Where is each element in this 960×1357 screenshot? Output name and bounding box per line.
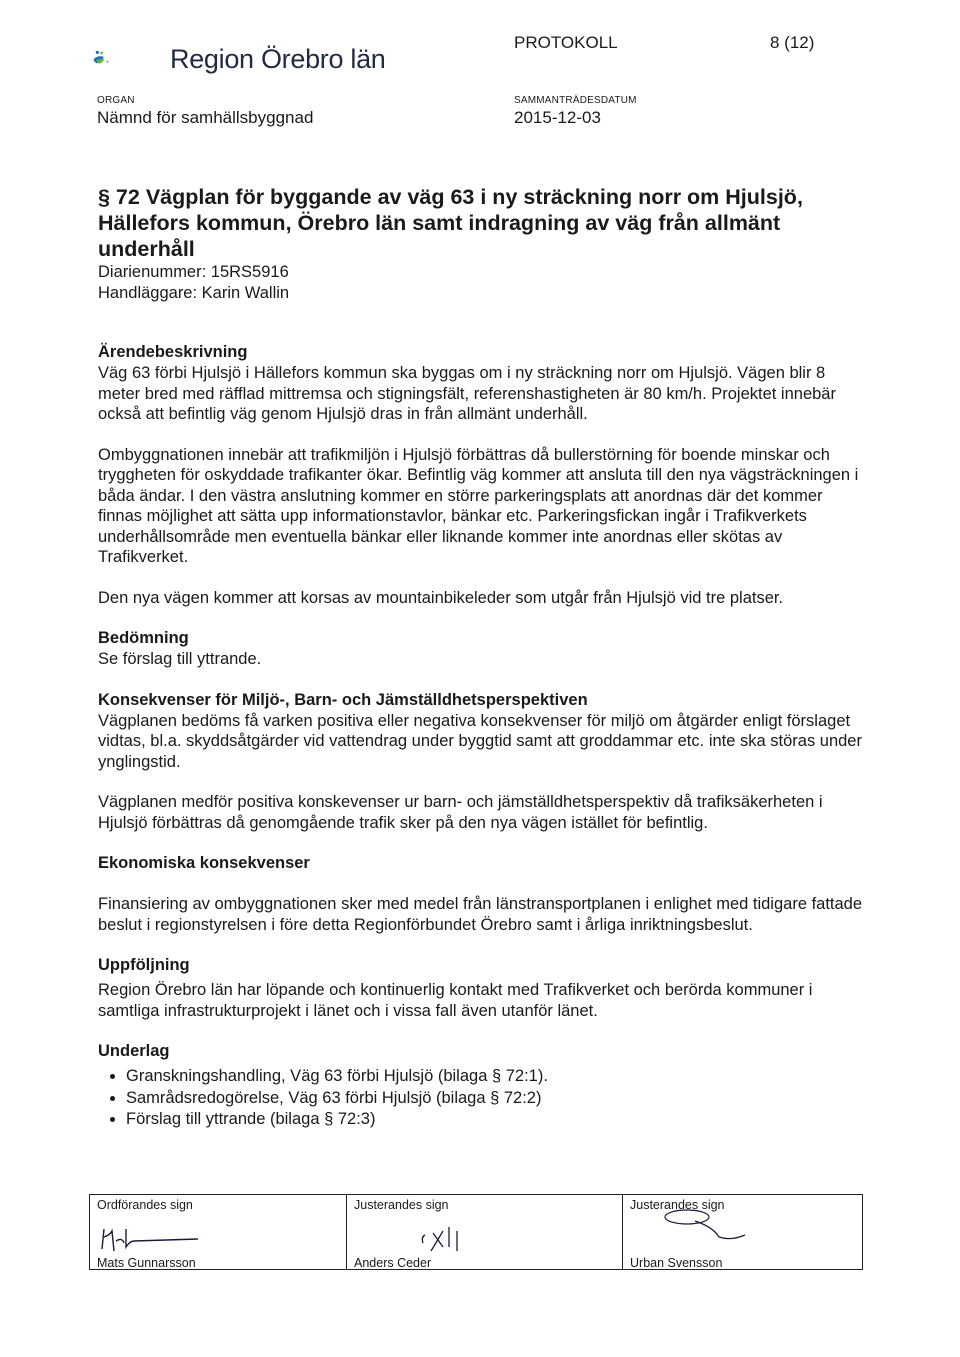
paragraph: Se förslag till yttrande.	[98, 650, 262, 668]
list-item: • Granskningshandling, Väg 63 förbi Hjulsjö (bilaga § 72:1).	[126, 1066, 868, 1088]
section-heading: Ärendebeskrivning	[98, 343, 248, 361]
paragraph: Ombyggnationen innebär att trafikmiljön i Hjulsjö förbättras då bullerstörning för boende minskar och tryggheten för oskyddade trafikanter ökar. Befintlig väg kommer att ansluta till den nya vägsträckningen i båda ändar. I den västra anslutning kommer en större parkeringsplats att anordnas där det kommer finnas möjlighet att sätta upp informationstavlor, bänkar etc. Parkeringsfickan ingår i Trafikverkets underhållsområde men eventuella bänkar eller liknande kommer inte anordnas eller skötas av Trafikverket.	[98, 445, 859, 566]
handwritten-signature	[347, 1207, 547, 1257]
org-name: Region Örebro län	[170, 44, 386, 74]
section-heading: Bedömning	[98, 629, 189, 647]
signature-label: Justerandes sign	[630, 1198, 725, 1212]
signature-table	[89, 1194, 863, 1270]
signature-cell-adjuster-2	[623, 1195, 862, 1269]
diarienummer: Diarienummer: 15RS5916	[98, 263, 289, 281]
handlaggare: Handläggare: Karin Wallin	[98, 284, 290, 302]
signature-name: Urban Svensson	[630, 1256, 723, 1270]
section-underlag	[98, 1041, 868, 1131]
signature-cell-adjuster-1	[347, 1195, 623, 1269]
section-uppfoljning	[98, 955, 868, 1021]
signature-name: Anders Ceder	[354, 1256, 432, 1270]
main-content	[98, 184, 868, 1131]
doc-type: PROTOKOLL	[514, 33, 618, 52]
section-heading: Ekonomiska konsekvenser	[98, 854, 310, 872]
signature-name: Mats Gunnarsson	[97, 1256, 196, 1270]
underlag-list	[98, 1066, 868, 1131]
paragraph: Den nya vägen kommer att korsas av mountainbikeleder som utgår från Hjulsjö vid tre platser.	[98, 588, 784, 607]
section-arende	[98, 342, 868, 608]
section-konsekvenser	[98, 690, 868, 834]
section-bedomning	[98, 628, 868, 670]
paragraph: Region Örebro län har löpande och kontinuerlig kontakt med Trafikverket och berörda kommuner i samtliga infrastrukturprojekt i länet och i vissa fall även utanför länet.	[98, 981, 813, 1020]
paragraph: Väg 63 förbi Hjulsjö i Hällefors kommun ska byggas om i ny sträckning norr om Hjulsjö. Vägen blir 8 meter bred med räfflad mittremsa och stigningsfält, referenshastigheten är 80 km/h. Projektet innebär också att befintlig väg genom Hjulsjö dras in från allmänt underhåll.	[98, 364, 836, 423]
signature-label: Ordförandes sign	[97, 1198, 193, 1212]
section-heading: Uppföljning	[98, 956, 190, 974]
paragraph: Finansiering av ombyggnationen sker med medel från länstransportplanen i enlighet med tidigare fattade beslut i regionstyrelsen i före detta Regionförbundet Örebro samt i årliga inriktningsbeslut.	[98, 895, 863, 934]
section-heading: Underlag	[98, 1042, 170, 1060]
page-number: 8 (12)	[770, 33, 815, 52]
signature-cell-chair	[90, 1195, 347, 1269]
signature-label: Justerandes sign	[354, 1198, 449, 1212]
section-ekonomiska	[98, 853, 868, 935]
paragraph: Vägplanen bedöms få varken positiva eller negativa konsekvenser för miljö om åtgärder enligt förslaget vidtas, bl.a. skyddsåtgärder vid vattendrag under byggtid samt att groddammar etc. inte ska störas under ynglingstid.	[98, 711, 862, 771]
section-heading: Konsekvenser för Miljö-, Barn- och Jämställdhetsperspektiven	[98, 690, 588, 709]
handwritten-signature	[623, 1207, 823, 1257]
organ-value: Nämnd för samhällsbyggnad	[97, 108, 314, 127]
region-orebro-logo-icon	[92, 28, 172, 88]
organ-label: ORGAN	[97, 95, 135, 106]
list-item: • Förslag till yttrande (bilaga § 72:3)	[126, 1109, 868, 1131]
paragraph: Vägplanen medför positiva konskevenser ur barn- och jämställdhetsperspektiv då trafiksäkerheten i Hjulsjö förbättras då genomgående trafik sker på den nya vägen istället för befintlig.	[98, 793, 823, 832]
date-label: SAMMANTRÄDESDATUM	[514, 95, 637, 106]
handwritten-signature	[90, 1207, 210, 1257]
list-item: • Samrådsredogörelse, Väg 63 förbi Hjulsjö (bilaga § 72:2)	[126, 1088, 868, 1110]
date-value: 2015-12-03	[514, 108, 601, 127]
page-title: § 72 Vägplan för byggande av väg 63 i ny sträckning norr om Hjulsjö, Hällefors kommun, Örebro län samt indragning av väg från allmänt underhåll	[98, 185, 803, 261]
